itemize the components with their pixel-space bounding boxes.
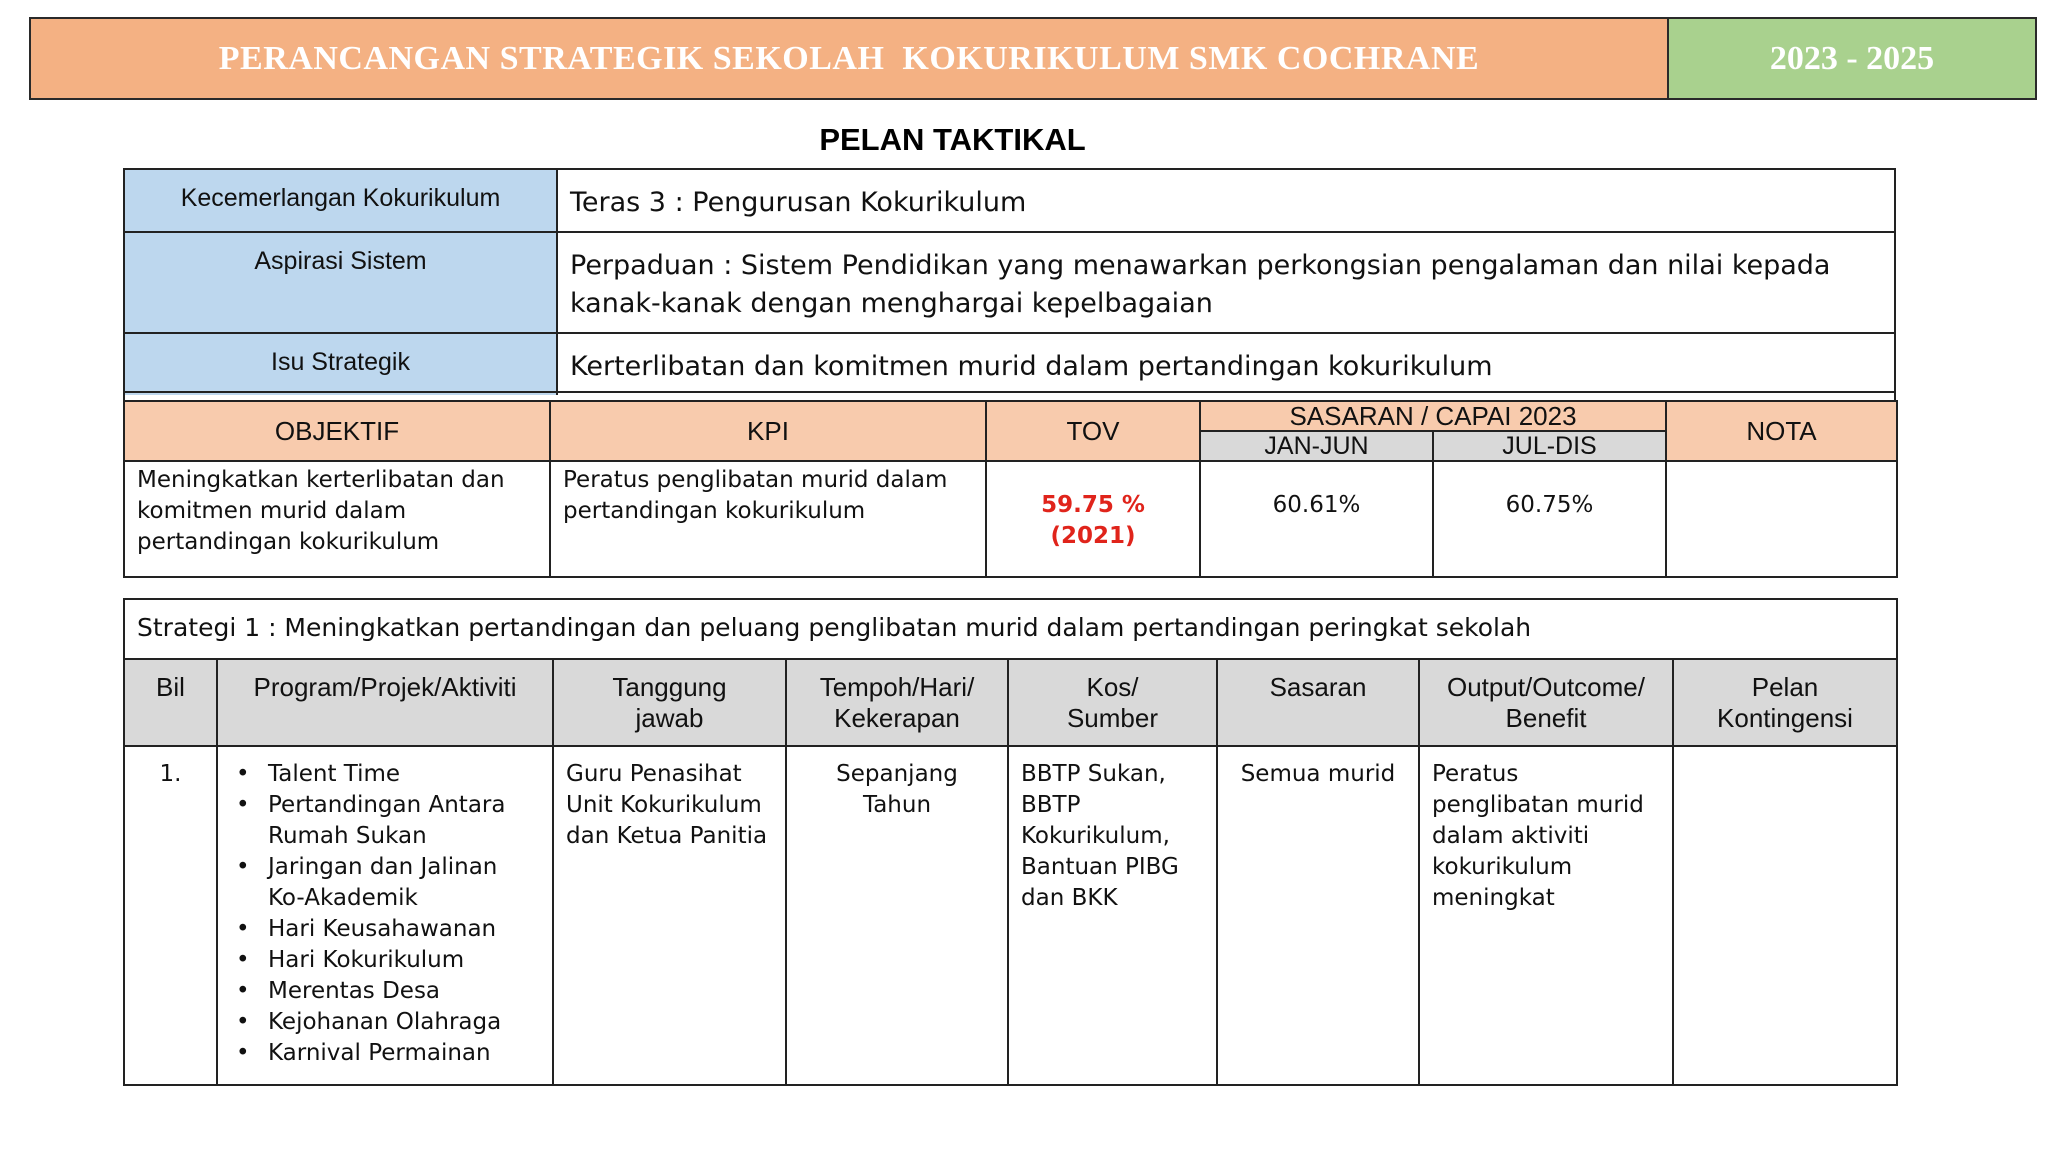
header-kos: Kos/ Sumber bbox=[1008, 659, 1217, 746]
list-item: • Jaringan dan Jalinan Ko-Akademik bbox=[236, 854, 498, 911]
cell-kos: BBTP Sukan, BBTP Kokurikulum, Bantuan PIBG dan BKK bbox=[1008, 746, 1217, 1085]
tov-year: (2021) bbox=[1050, 523, 1136, 549]
header-banner bbox=[29, 17, 2037, 100]
info-value: Perpaduan : Sistem Pendidikan yang menawarkan perkongsian pengalaman dan nilai kepada kanak-kanak dengan menghargai kepelbagaian bbox=[557, 232, 1895, 333]
header-sasaran: SASARAN / CAPAI 2023 bbox=[1200, 401, 1666, 431]
info-row bbox=[124, 169, 1895, 232]
cell-program bbox=[217, 746, 553, 1085]
header-pelan-kontingensi: Pelan Kontingensi bbox=[1673, 659, 1897, 746]
header-kpi: KPI bbox=[550, 401, 986, 461]
list-item: • Merentas Desa bbox=[230, 976, 540, 1007]
header-jul-dis: JUL-DIS bbox=[1433, 431, 1666, 461]
header-program: Program/Projek/Aktiviti bbox=[217, 659, 553, 746]
list-item: • Talent Time bbox=[230, 759, 540, 790]
list-item: • Hari Kokurikulum bbox=[230, 945, 540, 976]
cell-nota bbox=[1666, 461, 1897, 577]
cell-bil: 1. bbox=[124, 746, 217, 1085]
program-list bbox=[230, 759, 540, 1069]
strategy-title: Strategi 1 : Meningkatkan pertandingan dan peluang penglibatan murid dalam pertandingan peringkat sekolah bbox=[124, 599, 1897, 659]
cell-tov bbox=[986, 461, 1200, 577]
bullet-icon: • bbox=[236, 761, 250, 787]
bullet-icon: • bbox=[236, 1009, 250, 1035]
strategy-table bbox=[123, 598, 1898, 1086]
cell-kpi: Peratus penglibatan murid dalam pertandingan kokurikulum bbox=[550, 461, 986, 577]
objective-table bbox=[123, 400, 1898, 578]
cell-jul-dis: 60.75% bbox=[1433, 461, 1666, 577]
info-label: Isu Strategik bbox=[124, 333, 557, 395]
info-row bbox=[124, 232, 1895, 333]
cell-jan-jun: 60.61% bbox=[1200, 461, 1433, 577]
header-jan-jun: JAN-JUN bbox=[1200, 431, 1433, 461]
header-nota: NOTA bbox=[1666, 401, 1897, 461]
cell-output: Peratus penglibatan murid dalam aktiviti kokurikulum meningkat bbox=[1419, 746, 1673, 1085]
page-title: PELAN TAKTIKAL bbox=[819, 122, 1086, 157]
bullet-icon: • bbox=[236, 792, 250, 818]
info-table bbox=[123, 168, 1896, 395]
info-value: Kerterlibatan dan komitmen murid dalam pertandingan kokurikulum bbox=[557, 333, 1895, 395]
header-output: Output/Outcome/ Benefit bbox=[1419, 659, 1673, 746]
bullet-icon: • bbox=[236, 854, 250, 880]
cell-sasaran: Semua murid bbox=[1217, 746, 1419, 1085]
header-sasaran: Sasaran bbox=[1217, 659, 1419, 746]
info-label: Kecemerlangan Kokurikulum bbox=[124, 169, 557, 232]
bullet-icon: • bbox=[236, 947, 250, 973]
list-item: • Kejohanan Olahraga bbox=[230, 1007, 540, 1038]
list-item: • Karnival Permainan bbox=[230, 1038, 540, 1069]
cell-tanggung-jawab: Guru Penasihat Unit Kokurikulum dan Ketua Panitia bbox=[553, 746, 786, 1085]
cell-objektif: Meningkatkan kerterlibatan dan komitmen murid dalam pertandingan kokurikulum bbox=[124, 461, 550, 577]
cell-pelan-kontingensi bbox=[1673, 746, 1897, 1085]
header-title: PERANCANGAN STRATEGIK SEKOLAH KOKURIKULUM SMK COCHRANE bbox=[31, 19, 1669, 98]
header-tempoh: Tempoh/Hari/ Kekerapan bbox=[786, 659, 1008, 746]
header-years: 2023 - 2025 bbox=[1669, 19, 2035, 98]
header-objektif: OBJEKTIF bbox=[124, 401, 550, 461]
list-item: • Hari Keusahawanan bbox=[230, 914, 540, 945]
bullet-icon: • bbox=[236, 1040, 250, 1066]
info-value: Teras 3 : Pengurusan Kokurikulum bbox=[557, 169, 1895, 232]
header-tov: TOV bbox=[986, 401, 1200, 461]
list-item: • Pertandingan Antara Rumah Sukan bbox=[236, 792, 506, 849]
bullet-icon: • bbox=[236, 978, 250, 1004]
header-tanggung-jawab: Tanggung jawab bbox=[553, 659, 786, 746]
info-row bbox=[124, 333, 1895, 395]
info-label: Aspirasi Sistem bbox=[124, 232, 557, 333]
cell-tempoh: Sepanjang Tahun bbox=[786, 746, 1008, 1085]
bullet-icon: • bbox=[236, 916, 250, 942]
header-bil: Bil bbox=[124, 659, 217, 746]
tov-value: 59.75 % bbox=[1041, 492, 1145, 518]
table-row bbox=[124, 746, 1897, 1085]
table-row bbox=[124, 461, 1897, 577]
